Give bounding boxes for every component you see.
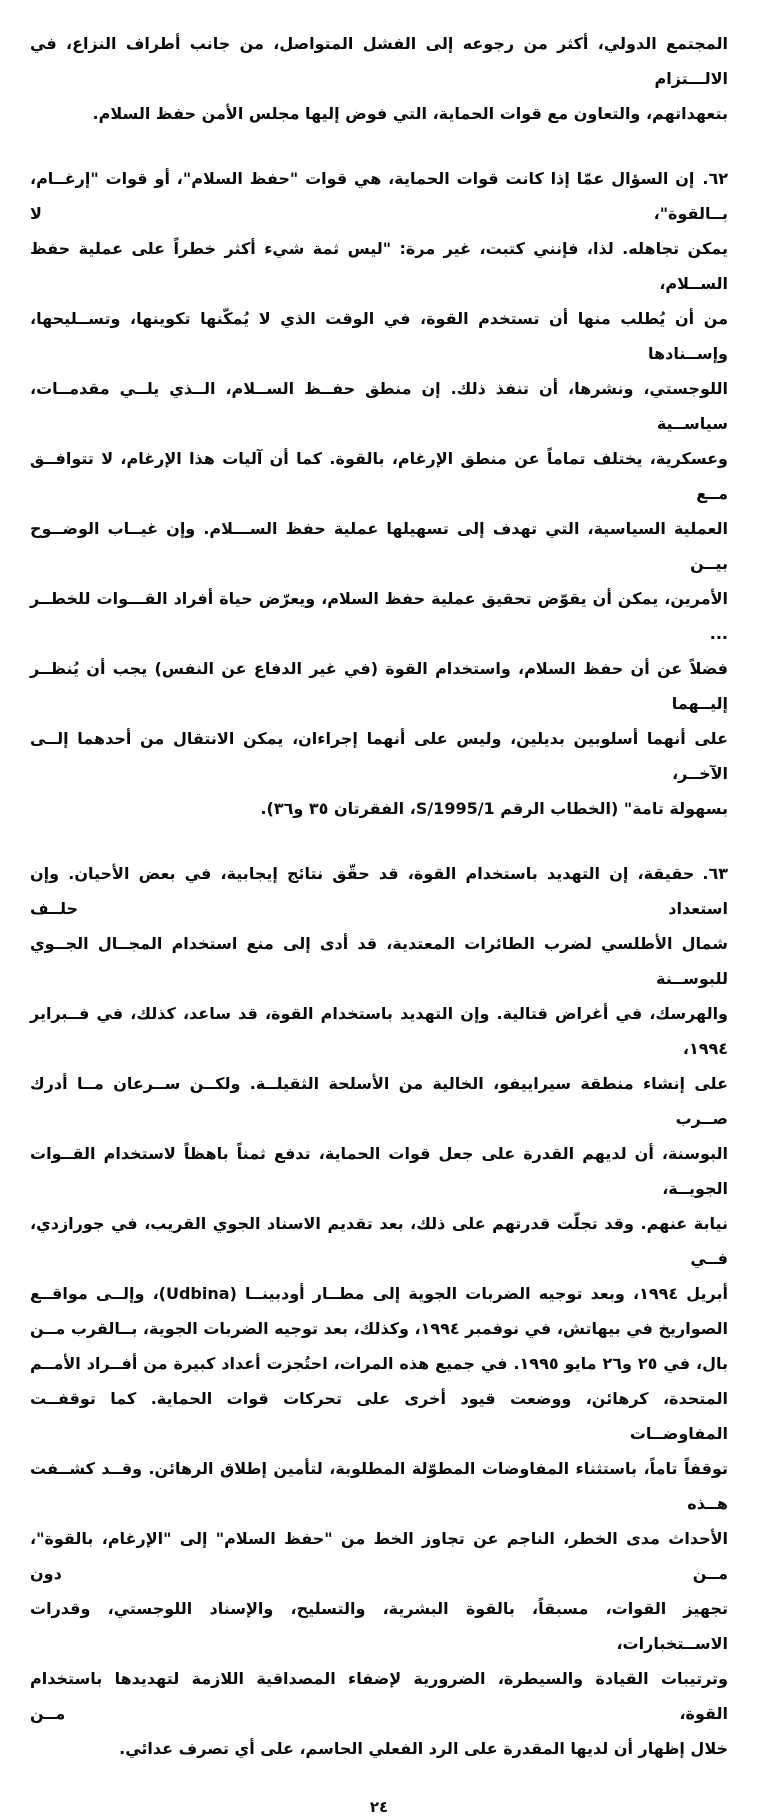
text-line: يمكن تجاهله. لذا، فإنني كتبت، غير مرة: "ليس ثمة شيء أكثر خطراً على عملية حفظ الســلام، (30, 239, 728, 293)
text-line: الصواريخ في بيهاتش، في نوفمبر ١٩٩٤، وكذلك، بعد توجيه الضربات الجوية، بــالقرب مــن (30, 1319, 728, 1338)
text-line: من أن يُطلب منها أن تستخدم القوة، في الوقت الذي لا يُمكّنها تكوينها، وتســليحها، وإســنادها (30, 309, 728, 363)
page-number: ٢٤ (369, 1798, 389, 1816)
text-line: فضلاً عن أن حفظ السلام، واستخدام القوة (في غير الدفاع عن النفس) يجب أن يُنظــر إليــهما (30, 659, 728, 713)
text-line: تجهيز القوات، مسبقاً، بالقوة البشرية، والتسليح، والإسناد اللوجستي، وقدرات الاســتخبارات، (30, 1599, 728, 1653)
text-line: نيابة عنهم. وقد تجلّت قدرتهم على ذلك، بعد تقديم الاسناد الجوي القريب، في جورازدي، فــي (30, 1214, 728, 1268)
text-line: اللوجستي، ونشرها، أن تنفذ ذلك. إن منطق حفــظ الســلام، الــذي يلــي مقدمــات، سياســية (30, 379, 728, 433)
paragraph-continuation (30, 26, 728, 131)
text-line (30, 161, 728, 231)
text-line: شمال الأطلسي لضرب الطائرات المعتدية، قد أدى إلى منع استخدام المجــال الجــوي للبوســنة (30, 934, 728, 988)
text-line: والهرسك، في أغراض قتالية. وإن التهديد باستخدام القوة، قد ساعد، كذلك، في فــبراير ١٩٩٤، (30, 1004, 728, 1058)
paragraph-٦٢ (30, 161, 728, 826)
text-line: خلال إظهار أن لديها المقدرة على الرد الفعلي الحاسم، على أي تصرف عدائي. (119, 1739, 728, 1758)
paragraph-٦٣ (30, 856, 728, 1766)
text-line: بسهولة تامة" (الخطاب الرقم S/1995/1، الفقرتان ٣٥ و٣٦). (260, 799, 728, 818)
paragraphs (30, 26, 728, 1766)
text-line: بال، في ٢٥ و٢٦ مايو ١٩٩٥. في جميع هذه المرات، احتُجزت أعداد كبيرة من أفــراد الأمــم (30, 1354, 728, 1373)
text-line (30, 856, 728, 926)
text-line: وترتيبات القيادة والسيطرة، الضرورية لإضفاء المصداقية اللازمة لتهديدها باستخدام القوة، مــن (30, 1669, 728, 1723)
text-line: وعسكرية، يختلف تماماً عن منطق الإرغام، بالقوة. كما أن آليات هذا الإرغام، لا تتوافــق مــع (30, 449, 728, 503)
text-line: على إنشاء منطقة سيراييفو، الخالية من الأسلحة الثقيلــة. ولكــن ســرعان مــا أدرك صــرب (30, 1074, 728, 1128)
text-line: الأحداث مدى الخطر، الناجم عن تجاوز الخط من "حفظ السلام" إلى "الإرغام، بالقوة"، مــن دون (30, 1529, 728, 1583)
paragraph-number: ٦٣. (702, 864, 728, 883)
text-line: المجتمع الدولي، أكثر من رجوعه إلى الفشل المتواصل، من جانب أطراف النزاع، في الالـــتزام (30, 34, 728, 88)
text-line: العملية السياسية، التي تهدف إلى تسهيلها عملية حفظ الســـلام. وإن غيــاب الوضــوح بيــن (30, 519, 728, 573)
text-line: بتعهداتهم، والتعاون مع قوات الحماية، التي فوض إليها مجلس الأمن حفظ السلام. (92, 104, 728, 123)
text-line: الأمرين، يمكن أن يقوّض تحقيق عملية حفظ السلام، ويعرّض حياة أفراد القـــوات للخطــر ... (30, 589, 728, 643)
text-line: توقفاً تاماً، باستثناء المفاوضات المطوّلة المطلوبة، لتأمين إطلاق الرهائن. وقــد كشــفت هــذه (30, 1459, 728, 1513)
paragraph-first-line-text: إن السؤال عمّا إذا كانت قوات الحماية، هي قوات "حفظ السلام"، أو قوات "إرغــام، بــالقوة"، لا (30, 169, 728, 223)
paragraph-first-line-text: حقيقة، إن التهديد باستخدام القوة، قد حقّق نتائج إيجابية، في بعض الأحيان. وإن استعداد حلــف (30, 864, 728, 918)
paragraph-number: ٦٢. (702, 169, 728, 188)
text-line: المتحدة، كرهائن، ووضعت قيود أخرى على تحركات قوات الحماية. كما توقفــت المفاوضــات (30, 1389, 728, 1443)
text-line: أبريل ١٩٩٤، وبعد توجيه الضربات الجوية إلى مطــار أودبينــا (Udbina)، وإلــى مواقــع (30, 1284, 729, 1303)
text-line: على أنهما أسلوبين بديلين، وليس على أنهما إجراءان، يمكن الانتقال من أحدهما إلــى الآخــر، (30, 729, 728, 783)
text-line: البوسنة، أن لديهم القدرة على جعل قوات الحماية، تدفع ثمناً باهظاً لاستخدام القــوات الجويــة، (30, 1144, 728, 1198)
